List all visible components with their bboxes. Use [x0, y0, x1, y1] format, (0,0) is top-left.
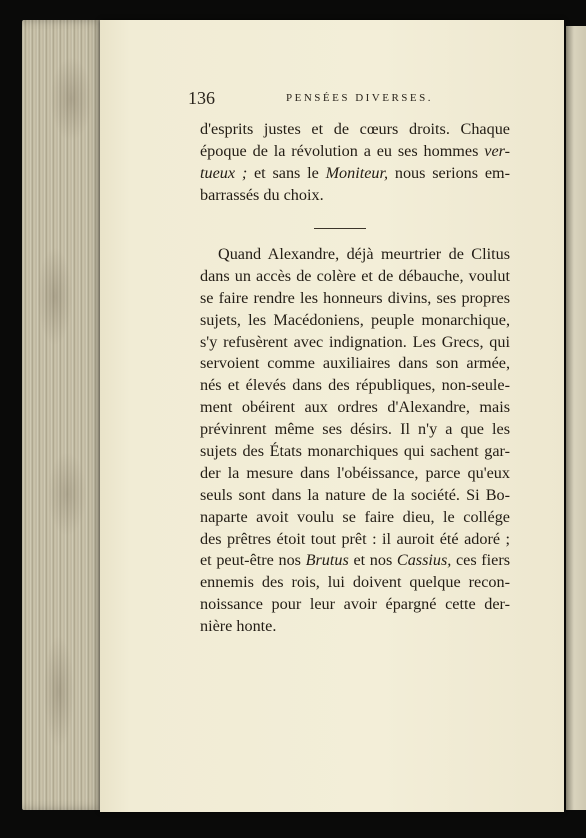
text-line: ennemis des rois, lui doivent quelque recon-: [200, 573, 510, 592]
italic-run: Moniteur,: [325, 163, 389, 182]
running-title: PENSÉES DIVERSES.: [286, 92, 434, 104]
text-run: et sans le: [254, 163, 319, 182]
page-number: 136: [188, 88, 215, 108]
marbled-edge-pattern: [22, 20, 104, 810]
text-line: [200, 550, 510, 572]
text-line: sujets, les Macédoniens, peuple monarchique,: [200, 310, 510, 329]
text-line: [200, 163, 510, 185]
text-line: der la mesure dans l'obéissance, parce qu'eux: [200, 463, 510, 482]
text-line: nière honte.: [200, 617, 277, 636]
text-run: et peut-être nos: [200, 551, 301, 570]
text-line: seuls sont dans la nature de la société. Si Bo-: [200, 485, 510, 504]
text-line: barrassés du choix.: [200, 185, 324, 204]
text-line: [200, 141, 510, 163]
book-page-edges: [22, 20, 104, 810]
text-line: s'y refusèrent avec indignation. Les Grecs, qui: [200, 332, 510, 351]
text-line: Quand Alexandre, déjà meurtrier de Clitus: [218, 245, 510, 263]
italic-run: Brutus: [305, 551, 349, 570]
text-line: noissance pour leur avoir épargné cette der-: [200, 595, 510, 614]
italic-run: ver-: [484, 141, 511, 160]
italic-run: tueux ;: [200, 163, 248, 182]
text-run: nous serions em-: [394, 163, 511, 182]
text-line: naparte avoit voulu se faire dieu, le collége: [200, 507, 510, 526]
text-line: d'esprits justes et de cœurs droits. Chaque: [200, 120, 510, 138]
text-line: dans un accès de colère et de débauche, voulut: [200, 266, 510, 285]
section-divider: [314, 228, 366, 229]
text-line: sujets des États monarchiques qui sachent gar-: [200, 442, 510, 461]
text-line: ment obéirent aux ordres d'Alexandre, mais: [200, 398, 510, 417]
text-run: ces fiers: [455, 551, 511, 570]
text-run: époque de la révolution a eu ses hommes: [200, 141, 479, 160]
page-header: [188, 88, 518, 110]
facing-page-edge: [566, 26, 586, 810]
text-line: se faire rendre les honneurs divins, ses propres: [200, 288, 510, 307]
text-line: prévinrent même ses désirs. Il n'y a que les: [200, 420, 510, 439]
text-line: des prêtres étoit tout prêt : il auroit été adoré ;: [200, 529, 510, 548]
text-run: et nos: [353, 551, 393, 570]
italic-run: Cassius,: [396, 551, 452, 570]
text-line: servoient comme auxiliaires dans son armée,: [200, 354, 510, 373]
text-line: nés et élevés dans des républiques, non-seule-: [200, 376, 510, 395]
paragraph-alexandre: [200, 244, 510, 638]
paragraph-continued: [200, 119, 510, 207]
